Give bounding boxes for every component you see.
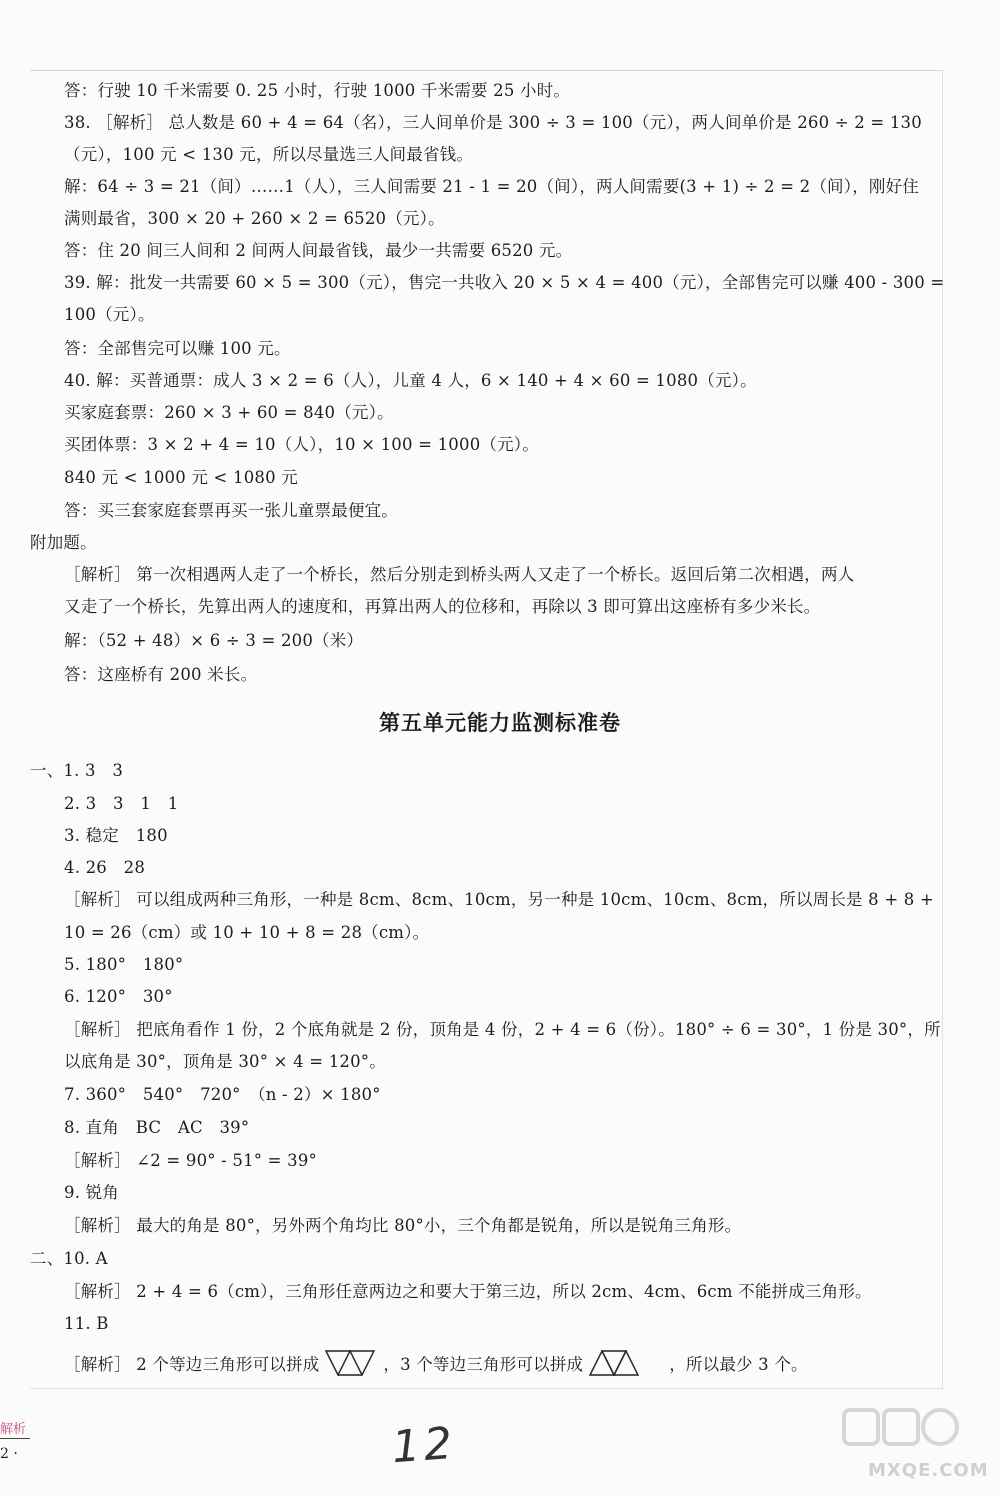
- footer-divider: [0, 1438, 30, 1439]
- text-line: 二、10. A: [30, 1249, 108, 1268]
- text-line: 4. 26 28: [64, 858, 146, 877]
- text-line: 11. B: [64, 1314, 109, 1333]
- text-line: 买团体票：3 × 2 + 4 = 10（人），10 × 100 = 1000（元）。: [64, 435, 539, 454]
- text-line: 3. 稳定 180: [64, 826, 168, 845]
- page-frame-bottom: [30, 1388, 942, 1389]
- section-heading: 附加题。: [30, 533, 97, 552]
- text-line: （元），100 元 < 130 元，所以尽量选三人间最省钱。: [64, 145, 474, 164]
- text-line: 答：住 20 间三人间和 2 间两人间最省钱，最少一共需要 6520 元。: [64, 241, 573, 260]
- text-line: 答：买三套家庭套票再买一张儿童票最便宜。: [64, 501, 398, 520]
- handwritten-page-number: 12: [390, 1417, 458, 1474]
- text-line: 38. ［解析］ 总人数是 60 + 4 = 64（名），三人间单价是 300 ÷ 3 = 100（元），两人间单价是 260 ÷ 2 = 130: [64, 113, 922, 132]
- text-line: 解：（52 + 48）× 6 ÷ 3 = 200（米）: [64, 631, 364, 650]
- text-line-with-figures: [64, 1350, 808, 1376]
- text-line: 40. 解：买普通票：成人 3 × 2 = 6（人），儿童 4 人，6 × 140 + 4 × 60 = 1080（元）。: [64, 371, 757, 390]
- text-line: ［解析］ 把底角看作 1 份，2 个底角就是 2 份，顶角是 4 份，2 + 4 = 6（份）。180° ÷ 6 = 30°，1 份是 30°，所: [64, 1020, 941, 1039]
- text-line: 8. 直角 BC AC 39°: [64, 1118, 250, 1137]
- text-line: 又走了一个桥长，先算出两人的速度和，再算出两人的位移和，再除以 3 即可算出这座桥有多少米长。: [64, 597, 821, 616]
- text-line: 答：行驶 10 千米需要 0. 25 小时，行驶 1000 千米需要 25 小时。: [64, 81, 571, 100]
- text-line: 10 = 26（cm）或 10 + 10 + 8 = 28（cm）。: [64, 923, 430, 942]
- text-line: 840 元 < 1000 元 < 1080 元: [64, 468, 298, 487]
- text-line: 7. 360° 540° 720° （n - 2）× 180°: [64, 1085, 381, 1104]
- text-line: ［解析］ 2 + 4 = 6（cm），三角形任意两边之和要大于第三边，所以 2cm、4cm、6cm 不能拼成三角形。: [64, 1282, 872, 1301]
- text-line: 一、1. 3 3: [30, 761, 124, 780]
- text-line: 答：这座桥有 200 米长。: [64, 665, 258, 684]
- text-line: ［解析］ 最大的角是 80°，另外两个角均比 80°小，三个角都是锐角，所以是锐角三角形。: [64, 1216, 742, 1235]
- three-triangles-figure: [589, 1350, 663, 1376]
- two-triangles-figure: [325, 1350, 377, 1376]
- text-line: 答：全部售完可以赚 100 元。: [64, 339, 291, 358]
- unit-title: 第五单元能力监测标准卷: [379, 711, 621, 735]
- text-line: 以底角是 30°，顶角是 30° × 4 = 120°。: [64, 1052, 386, 1071]
- text-line: ［解析］ ∠2 = 90° - 51° = 39°: [64, 1151, 317, 1170]
- text-line: 5. 180° 180°: [64, 955, 184, 974]
- footer-label: 解析: [0, 1422, 27, 1437]
- text-line: ［解析］ 第一次相遇两人走了一个桥长，然后分别走到桥头两人又走了一个桥长。返回后第二次相遇，两人: [64, 565, 855, 584]
- text-line: 解：64 ÷ 3 = 21（间）……1（人），三人间需要 21 - 1 = 20（间），两人间需要(3 + 1) ÷ 2 = 2（间），刚好住: [64, 177, 919, 196]
- page-frame-top: [30, 70, 942, 71]
- watermark-text: MXQE.COM: [868, 1460, 989, 1481]
- watermark-logo-icon: [842, 1406, 962, 1462]
- text-line: ［解析］ 可以组成两种三角形，一种是 8cm、8cm、10cm，另一种是 10cm、10cm、8cm，所以周长是 8 + 8 +: [64, 890, 934, 909]
- text-line: 6. 120° 30°: [64, 987, 173, 1006]
- text-segment: ［解析］ 2 个等边三角形可以拼成: [64, 1355, 320, 1374]
- page-number: 2 ·: [0, 1446, 18, 1462]
- text-line: 买家庭套票：260 × 3 + 60 = 840（元）。: [64, 403, 394, 422]
- text-line: 100（元）。: [64, 305, 155, 324]
- text-segment: ，3 个等边三角形可以拼成: [383, 1355, 584, 1374]
- text-line: 39. 解：批发一共需要 60 × 5 = 300（元），售完一共收入 20 × 5 × 4 = 400（元），全部售完可以赚 400 - 300 =: [64, 273, 945, 292]
- text-line: 2. 3 3 1 1: [64, 794, 179, 813]
- text-segment: ，所以最少 3 个。: [669, 1355, 808, 1374]
- text-line: 9. 锐角: [64, 1183, 119, 1202]
- text-line: 满则最省，300 × 20 + 260 × 2 = 6520（元）。: [64, 209, 445, 228]
